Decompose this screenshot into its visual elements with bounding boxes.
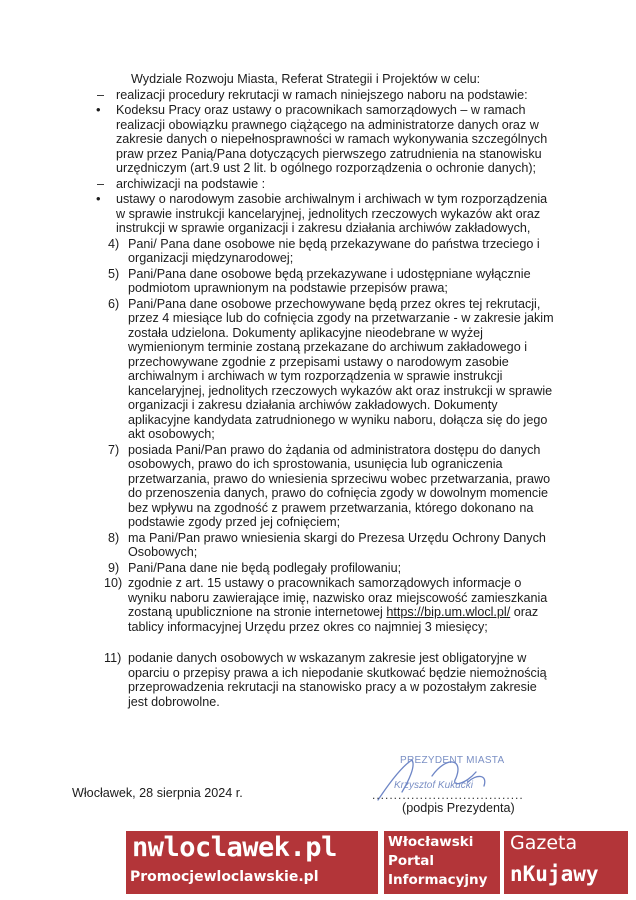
- item-text-after-link: oraz tablicy informacyjnej Urzędu przez okres co najmniej 3 miesięcy;: [128, 605, 539, 634]
- list-item-7: [0, 443, 636, 530]
- signature-caption: (podpis Prezydenta): [402, 801, 515, 815]
- portal-line-3: Informacyjny: [388, 872, 488, 888]
- dash-item-text: archiwizacji na podstawie :: [116, 176, 266, 191]
- list-item-8: [0, 531, 636, 560]
- banner-site-sub[interactable]: Promocjewloclawskie.pl: [130, 869, 319, 885]
- item-number: 10): [104, 576, 123, 590]
- item-number: 8): [108, 530, 120, 545]
- bullet-item-text: ustawy o narodowym zasobie archiwalnym i archiwach w tym rozporządzenia w sprawie instrukcji kancelaryjnej, jednolitych rzeczowych wykazów akt oraz instrukcji w sprawie organizacji i zakresu działania archiwów zakładowych,: [116, 192, 548, 235]
- stamp-name: Krzysztof Kukucki: [394, 780, 473, 791]
- spacer: [0, 634, 636, 650]
- item-number: 9): [108, 560, 120, 575]
- item-text: podanie danych osobowych w wskazanym zakresie jest obligatoryjne w oparciu o przepisy prawa a ich niepodanie skutkować będzie niemożnością przeprowadzenia rekrutacji na stanowisko pracy a w pozostałym zakresie jest dobrowolne.: [128, 651, 547, 709]
- document-body: [0, 72, 636, 709]
- bullet-item-archive-act: [0, 192, 636, 236]
- portal-line-2: Portal: [388, 853, 435, 869]
- dash-item-archiving: [0, 177, 636, 192]
- list-item-5: [0, 267, 636, 296]
- bullet-dot-icon: •: [96, 102, 101, 117]
- dash-marker: –: [97, 87, 105, 102]
- dash-marker: –: [97, 176, 105, 191]
- list-item-6: [0, 297, 636, 442]
- dash-item-text: realizacji procedury rekrutacji w ramach niniejszego naboru na podstawie:: [116, 87, 528, 102]
- stamp-title: PREZYDENT MIASTA: [400, 755, 505, 766]
- item-text: posiada Pani/Pan prawo do żądania od administratora dostępu do danych osobowych, prawo do ich sprostowania, usunięcia lub ograniczenia przetwarzania, prawo do wniesienia sprzeciwu wobec przetwarzania, prawo do przenoszenia danych, prawo do cofnięcia zgody w dowolnym momencie bez wpływu na zgodność z prawem przetwarzania, którego dokonano na podstawie zgody przed jej cofnięciem;: [128, 442, 551, 529]
- bullet-dot-icon: •: [96, 191, 101, 206]
- list-item-9: [0, 561, 636, 576]
- item-number: 11): [104, 651, 122, 665]
- list-item-4: [0, 237, 636, 266]
- intro-line: Wydziale Rozwoju Miasta, Referat Strategii i Projektów w celu:: [131, 72, 481, 86]
- item-number: 6): [108, 296, 120, 311]
- banner-gazeta: Gazeta: [510, 832, 578, 854]
- portal-line-1: Włocławski: [388, 834, 474, 850]
- item-number: 5): [108, 266, 120, 281]
- dash-item-recruitment: [0, 88, 636, 103]
- item-number: 7): [108, 442, 120, 457]
- item-text: [0, 576, 636, 634]
- item-text: Pani/Pana dane osobowe przechowywane będą przez okres tej rekrutacji, przez 4 miesiące lub do cofnięcia zgody na przetwarzanie - w zakresie jakim została udzielona. Dokumenty aplikacyjne nieodebrane w wyżej wymienionym terminie zostaną przekazane do archiwum zakładowego i przechowywane zgodnie z przepisami ustawy o narodowym zasobie archiwalnym i archiwach w tym rozporządzenia w sprawie instrukcji kancelaryjnej, jednolitych rzeczowych wykazów akt oraz instrukcji w sprawie organizacji i zakresu działania archiwów zakładowych. Dokumenty aplikacyjne kandydata zatrudnionego w wyniku naboru, dołącza się do jego akt osobowych;: [128, 296, 554, 441]
- bullet-item-text: Kodeksu Pracy oraz ustawy o pracownikach samorządowych – w ramach realizacji obowiązku prawnego ciążącego na administratorze danych oraz w zakresie danych o niepełnosprawności w ramach wykonywania szczególnych praw przez Panią/Pana dotyczących pierwszego zatrudnienia na stanowisku urzędniczym (art.9 ust 2 lit. b ogólnego rozporządzenia o ochronie danych);: [116, 103, 548, 175]
- banner-nkujawy: nKujawy: [510, 862, 599, 886]
- place-date: Włocławek, 28 sierpnia 2024 r.: [72, 786, 243, 800]
- item-text: ma Pani/Pan prawo wniesienia skargi do Prezesa Urzędu Ochrony Danych Osobowych;: [128, 530, 546, 559]
- watermark-banner: [0, 831, 636, 900]
- list-item-10: [0, 576, 636, 634]
- item-text: Pani/Pana dane nie będą podlegały profilowaniu;: [128, 560, 402, 575]
- banner-site-name[interactable]: nwloclawek.pl: [132, 832, 337, 863]
- bullet-item-labor-code: [0, 103, 636, 176]
- item-text: Pani/Pana dane osobowe będą przekazywane i udostępniane wyłącznie podmiotom uprawnionym na podstawie przepisów prawa;: [128, 266, 531, 295]
- banner-portal-text: [388, 833, 487, 890]
- item-number: 4): [108, 236, 120, 251]
- list-item-11: [0, 651, 636, 709]
- signature-line: ...................................: [372, 788, 524, 802]
- bip-link[interactable]: https://bip.um.wlocl.pl/: [386, 605, 511, 619]
- item-text-before-link: zgodnie z art. 15 ustawy o pracownikach samorządowych informacje o wyniku naboru zawierające imię, nazwisko oraz miejscowość zamieszkania zostaną upublicznione na stronie internetowej: [128, 576, 548, 619]
- item-text: Pani/ Pana dane osobowe nie będą przekazywane do państwa trzeciego i organizacji międzynarodowej;: [128, 236, 540, 265]
